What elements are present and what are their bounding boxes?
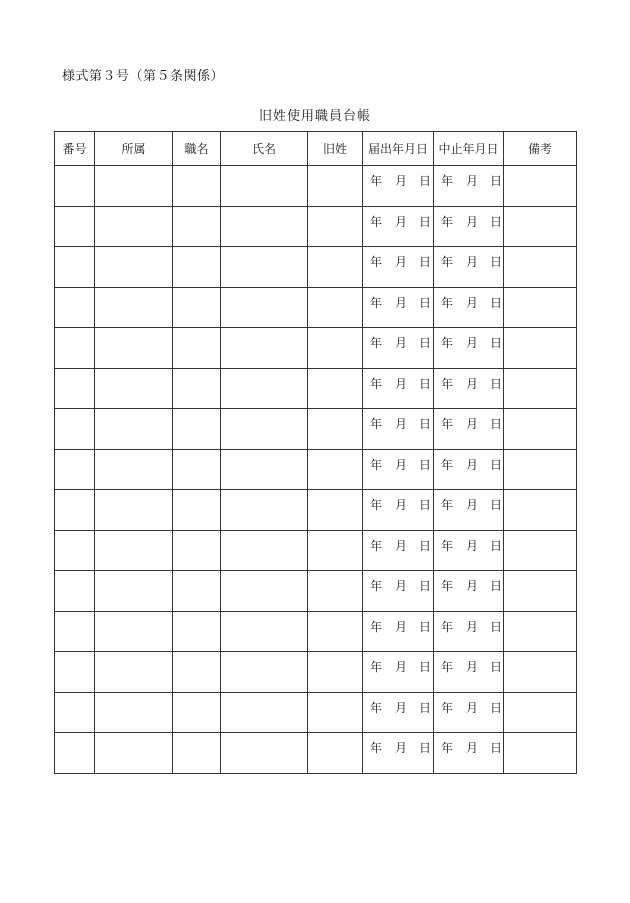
col-header-number: 番号 <box>55 132 95 166</box>
date-month-label: 月 <box>395 741 408 755</box>
cell-discontinuation-date[interactable] <box>434 206 504 247</box>
date-month-label: 月 <box>466 376 479 391</box>
date-month-label: 月 <box>466 295 479 310</box>
cell-discontinuation-date[interactable] <box>434 611 504 652</box>
cell-department[interactable] <box>95 247 173 288</box>
col-header-former-surname: 旧姓 <box>308 132 363 166</box>
cell-former-surname[interactable] <box>308 166 363 207</box>
cell-remarks[interactable] <box>504 409 577 450</box>
cell-remarks[interactable] <box>504 247 577 288</box>
cell-discontinuation-date[interactable] <box>434 571 504 612</box>
date-month-label: 月 <box>395 498 408 512</box>
cell-department[interactable] <box>95 206 173 247</box>
date-month-label: 月 <box>466 619 479 634</box>
date-day-label: 日 <box>419 660 432 674</box>
document-title: 旧姓使用職員台帳 <box>258 109 371 124</box>
header-row <box>55 132 577 166</box>
date-month-label: 月 <box>466 660 479 674</box>
cell-job-title[interactable] <box>173 449 221 490</box>
date-month-label: 月 <box>395 538 408 553</box>
col-header-job-title: 職名 <box>173 132 221 166</box>
date-day-label: 日 <box>490 741 503 755</box>
col-header-department: 所属 <box>95 132 173 166</box>
cell-name[interactable] <box>221 287 308 328</box>
date-month-label: 月 <box>466 457 479 472</box>
date-month-label: 月 <box>395 295 408 310</box>
cell-job-title[interactable] <box>173 328 221 369</box>
date-day-label: 日 <box>490 579 503 593</box>
cell-name[interactable] <box>221 206 308 247</box>
cell-department[interactable] <box>95 409 173 450</box>
form-number-label: 様式第３号（第５条関係） <box>62 69 225 84</box>
col-header-notification-date: 届出年月日 <box>363 132 434 166</box>
cell-remarks[interactable] <box>504 206 577 247</box>
date-month-label: 月 <box>466 538 479 553</box>
table-row <box>55 611 577 652</box>
cell-name[interactable] <box>221 733 308 774</box>
date-year-label: 年 <box>370 376 383 391</box>
cell-department[interactable] <box>95 287 173 328</box>
table-row <box>55 652 577 693</box>
date-day-label: 日 <box>490 295 503 310</box>
date-month-label: 月 <box>395 174 408 188</box>
cell-notification-date[interactable] <box>363 733 434 774</box>
cell-job-title[interactable] <box>173 206 221 247</box>
date-year-label: 年 <box>441 498 454 512</box>
cell-name[interactable] <box>221 368 308 409</box>
cell-name[interactable] <box>221 328 308 369</box>
cell-former-surname[interactable] <box>308 530 363 571</box>
date-year-label: 年 <box>370 741 383 755</box>
cell-department[interactable] <box>95 368 173 409</box>
date-month-label: 月 <box>395 457 408 472</box>
date-year-label: 年 <box>370 214 383 229</box>
cell-job-title[interactable] <box>173 166 221 207</box>
date-day-label: 日 <box>419 579 432 593</box>
table-row <box>55 287 577 328</box>
cell-former-surname[interactable] <box>308 692 363 733</box>
cell-job-title[interactable] <box>173 611 221 652</box>
date-day-label: 日 <box>419 700 432 715</box>
cell-job-title[interactable] <box>173 692 221 733</box>
cell-job-title[interactable] <box>173 571 221 612</box>
table-row <box>55 166 577 207</box>
date-day-label: 日 <box>490 417 503 431</box>
cell-discontinuation-date[interactable] <box>434 692 504 733</box>
date-day-label: 日 <box>419 255 432 269</box>
date-day-label: 日 <box>419 336 432 350</box>
cell-remarks[interactable] <box>504 692 577 733</box>
date-year-label: 年 <box>370 417 383 431</box>
date-day-label: 日 <box>419 619 432 634</box>
table-row <box>55 733 577 774</box>
cell-name[interactable] <box>221 490 308 531</box>
date-month-label: 月 <box>395 619 408 634</box>
cell-name[interactable] <box>221 571 308 612</box>
cell-department[interactable] <box>95 490 173 531</box>
table-row <box>55 571 577 612</box>
date-month-label: 月 <box>466 336 479 350</box>
cell-number[interactable] <box>55 287 95 328</box>
date-day-label: 日 <box>490 336 503 350</box>
date-day-label: 日 <box>419 174 432 188</box>
cell-name[interactable] <box>221 449 308 490</box>
cell-former-surname[interactable] <box>308 409 363 450</box>
cell-discontinuation-date[interactable] <box>434 247 504 288</box>
date-month-label: 月 <box>466 255 479 269</box>
date-year-label: 年 <box>370 700 383 715</box>
cell-number[interactable] <box>55 247 95 288</box>
date-year-label: 年 <box>441 457 454 472</box>
cell-notification-date[interactable] <box>363 206 434 247</box>
cell-department[interactable] <box>95 733 173 774</box>
date-day-label: 日 <box>419 376 432 391</box>
table-row <box>55 206 577 247</box>
cell-discontinuation-date[interactable] <box>434 166 504 207</box>
cell-number[interactable] <box>55 490 95 531</box>
date-year-label: 年 <box>370 457 383 472</box>
cell-notification-date[interactable] <box>363 571 434 612</box>
date-month-label: 月 <box>395 579 408 593</box>
cell-notification-date[interactable] <box>363 611 434 652</box>
cell-remarks[interactable] <box>504 530 577 571</box>
cell-number[interactable] <box>55 733 95 774</box>
cell-number[interactable] <box>55 166 95 207</box>
cell-former-surname[interactable] <box>308 449 363 490</box>
date-month-label: 月 <box>466 498 479 512</box>
cell-name[interactable] <box>221 611 308 652</box>
cell-notification-date[interactable] <box>363 692 434 733</box>
date-year-label: 年 <box>441 579 454 593</box>
date-year-label: 年 <box>441 619 454 634</box>
date-day-label: 日 <box>419 417 432 431</box>
date-year-label: 年 <box>441 660 454 674</box>
table-row <box>55 530 577 571</box>
cell-number[interactable] <box>55 328 95 369</box>
date-day-label: 日 <box>490 255 503 269</box>
employee-register-table <box>54 131 577 774</box>
cell-name[interactable] <box>221 530 308 571</box>
date-year-label: 年 <box>370 255 383 269</box>
cell-former-surname[interactable] <box>308 247 363 288</box>
col-header-name: 氏名 <box>221 132 308 166</box>
cell-number[interactable] <box>55 571 95 612</box>
cell-discontinuation-date[interactable] <box>434 733 504 774</box>
cell-former-surname[interactable] <box>308 490 363 531</box>
cell-remarks[interactable] <box>504 490 577 531</box>
date-month-label: 月 <box>466 174 479 188</box>
table-row <box>55 409 577 450</box>
date-month-label: 月 <box>395 417 408 431</box>
date-month-label: 月 <box>395 376 408 391</box>
cell-department[interactable] <box>95 611 173 652</box>
date-day-label: 日 <box>490 376 503 391</box>
date-year-label: 年 <box>370 660 383 674</box>
cell-remarks[interactable] <box>504 733 577 774</box>
cell-former-surname[interactable] <box>308 611 363 652</box>
cell-remarks[interactable] <box>504 328 577 369</box>
date-year-label: 年 <box>441 376 454 391</box>
date-year-label: 年 <box>441 174 454 188</box>
cell-remarks[interactable] <box>504 571 577 612</box>
date-month-label: 月 <box>395 700 408 715</box>
table-row <box>55 328 577 369</box>
cell-former-surname[interactable] <box>308 287 363 328</box>
cell-number[interactable] <box>55 409 95 450</box>
date-year-label: 年 <box>441 741 454 755</box>
cell-notification-date[interactable] <box>363 409 434 450</box>
cell-job-title[interactable] <box>173 247 221 288</box>
date-month-label: 月 <box>466 700 479 715</box>
table-row <box>55 490 577 531</box>
cell-department[interactable] <box>95 530 173 571</box>
cell-number[interactable] <box>55 652 95 693</box>
cell-name[interactable] <box>221 247 308 288</box>
date-month-label: 月 <box>466 214 479 229</box>
cell-remarks[interactable] <box>504 368 577 409</box>
date-month-label: 月 <box>466 417 479 431</box>
cell-discontinuation-date[interactable] <box>434 652 504 693</box>
cell-notification-date[interactable] <box>363 166 434 207</box>
cell-discontinuation-date[interactable] <box>434 490 504 531</box>
cell-former-surname[interactable] <box>308 328 363 369</box>
cell-department[interactable] <box>95 449 173 490</box>
cell-remarks[interactable] <box>504 449 577 490</box>
col-header-remarks: 備考 <box>504 132 577 166</box>
cell-job-title[interactable] <box>173 530 221 571</box>
cell-name[interactable] <box>221 166 308 207</box>
date-month-label: 月 <box>395 255 408 269</box>
cell-number[interactable] <box>55 368 95 409</box>
register-body <box>55 166 577 774</box>
cell-department[interactable] <box>95 692 173 733</box>
cell-department[interactable] <box>95 652 173 693</box>
date-year-label: 年 <box>370 174 383 188</box>
cell-job-title[interactable] <box>173 368 221 409</box>
cell-remarks[interactable] <box>504 652 577 693</box>
table-row <box>55 692 577 733</box>
cell-number[interactable] <box>55 449 95 490</box>
cell-job-title[interactable] <box>173 733 221 774</box>
cell-former-surname[interactable] <box>308 368 363 409</box>
cell-number[interactable] <box>55 692 95 733</box>
cell-notification-date[interactable] <box>363 449 434 490</box>
cell-remarks[interactable] <box>504 287 577 328</box>
cell-discontinuation-date[interactable] <box>434 368 504 409</box>
table-row <box>55 368 577 409</box>
cell-notification-date[interactable] <box>363 490 434 531</box>
date-year-label: 年 <box>441 336 454 350</box>
date-year-label: 年 <box>370 498 383 512</box>
cell-number[interactable] <box>55 206 95 247</box>
cell-name[interactable] <box>221 652 308 693</box>
cell-notification-date[interactable] <box>363 328 434 369</box>
date-day-label: 日 <box>490 457 503 472</box>
date-day-label: 日 <box>490 700 503 715</box>
date-year-label: 年 <box>441 417 454 431</box>
date-year-label: 年 <box>441 538 454 553</box>
cell-job-title[interactable] <box>173 287 221 328</box>
cell-notification-date[interactable] <box>363 530 434 571</box>
date-day-label: 日 <box>419 498 432 512</box>
date-year-label: 年 <box>441 700 454 715</box>
date-year-label: 年 <box>370 619 383 634</box>
cell-notification-date[interactable] <box>363 368 434 409</box>
cell-discontinuation-date[interactable] <box>434 449 504 490</box>
cell-former-surname[interactable] <box>308 206 363 247</box>
cell-former-surname[interactable] <box>308 571 363 612</box>
date-year-label: 年 <box>370 336 383 350</box>
date-day-label: 日 <box>419 741 432 755</box>
cell-notification-date[interactable] <box>363 287 434 328</box>
date-day-label: 日 <box>490 660 503 674</box>
date-month-label: 月 <box>466 741 479 755</box>
table-row <box>55 449 577 490</box>
cell-notification-date[interactable] <box>363 247 434 288</box>
cell-former-surname[interactable] <box>308 652 363 693</box>
cell-job-title[interactable] <box>173 490 221 531</box>
cell-discontinuation-date[interactable] <box>434 530 504 571</box>
table-row <box>55 247 577 288</box>
cell-job-title[interactable] <box>173 652 221 693</box>
date-day-label: 日 <box>490 619 503 634</box>
date-day-label: 日 <box>490 498 503 512</box>
date-month-label: 月 <box>395 660 408 674</box>
date-day-label: 日 <box>419 295 432 310</box>
cell-name[interactable] <box>221 409 308 450</box>
cell-remarks[interactable] <box>504 611 577 652</box>
cell-notification-date[interactable] <box>363 652 434 693</box>
date-year-label: 年 <box>370 538 383 553</box>
cell-discontinuation-date[interactable] <box>434 328 504 369</box>
cell-job-title[interactable] <box>173 409 221 450</box>
date-day-label: 日 <box>419 538 432 553</box>
cell-remarks[interactable] <box>504 166 577 207</box>
date-day-label: 日 <box>490 214 503 229</box>
cell-department[interactable] <box>95 571 173 612</box>
cell-department[interactable] <box>95 328 173 369</box>
cell-name[interactable] <box>221 692 308 733</box>
date-day-label: 日 <box>490 538 503 553</box>
cell-discontinuation-date[interactable] <box>434 409 504 450</box>
col-header-discontinuation-date: 中止年月日 <box>434 132 504 166</box>
date-year-label: 年 <box>441 295 454 310</box>
cell-department[interactable] <box>95 166 173 207</box>
date-year-label: 年 <box>441 214 454 229</box>
date-month-label: 月 <box>395 214 408 229</box>
cell-discontinuation-date[interactable] <box>434 287 504 328</box>
cell-number[interactable] <box>55 611 95 652</box>
cell-number[interactable] <box>55 530 95 571</box>
date-day-label: 日 <box>419 214 432 229</box>
date-day-label: 日 <box>490 174 503 188</box>
date-month-label: 月 <box>395 336 408 350</box>
cell-former-surname[interactable] <box>308 733 363 774</box>
date-year-label: 年 <box>370 579 383 593</box>
date-month-label: 月 <box>466 579 479 593</box>
date-day-label: 日 <box>419 457 432 472</box>
date-year-label: 年 <box>441 255 454 269</box>
date-year-label: 年 <box>370 295 383 310</box>
